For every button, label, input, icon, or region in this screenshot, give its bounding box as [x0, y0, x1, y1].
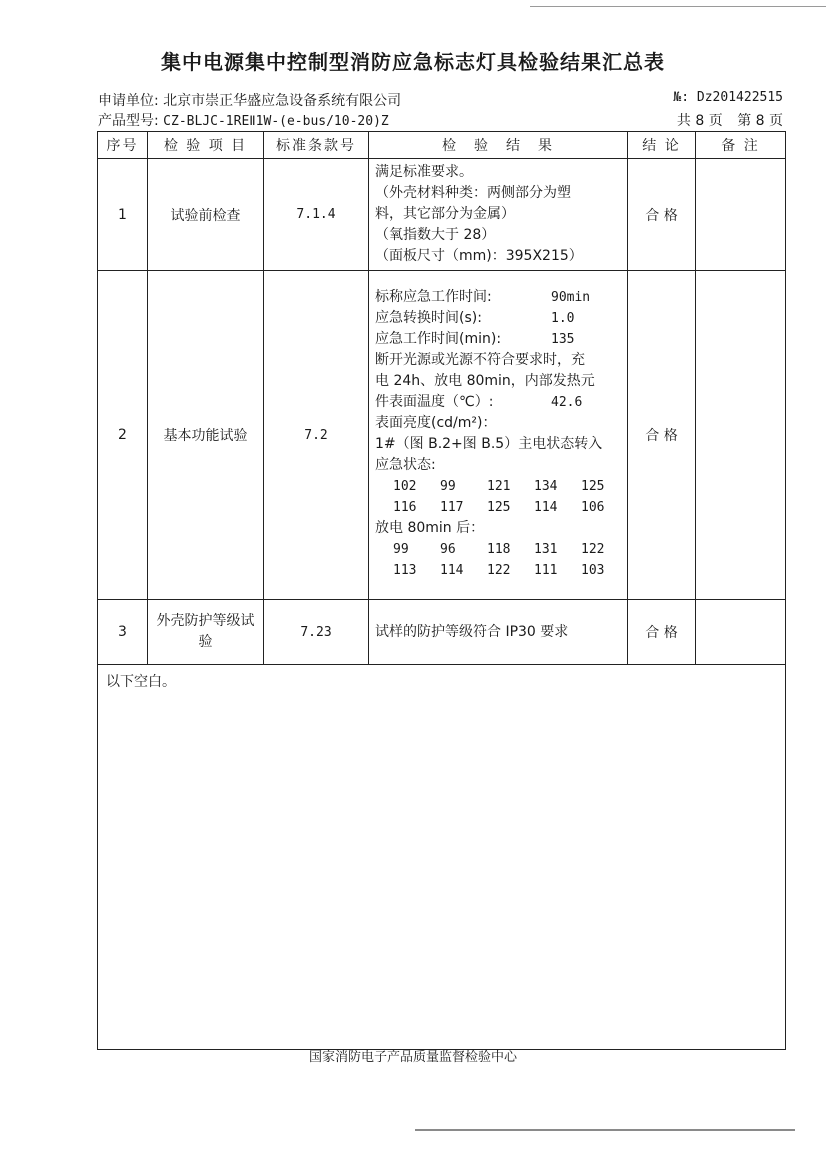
- header-verdict: 结 论: [628, 132, 696, 159]
- row-clause: 7.1.4: [264, 159, 369, 271]
- model-label: 产品型号:: [98, 113, 159, 129]
- result-line: 应急状态:: [375, 457, 436, 473]
- result-line: （外壳材料种类：两侧部分为塑: [375, 185, 571, 201]
- scan-edge-line-top: [530, 6, 826, 7]
- result-line: 1#（图 B.2+图 B.5）主电状态转入: [375, 436, 603, 452]
- page-indicator: [667, 110, 783, 130]
- header-item: 检 验 项 目: [148, 132, 264, 159]
- row-no: 3: [98, 600, 148, 665]
- row-clause: 7.2: [264, 271, 369, 600]
- row-remark: [696, 159, 786, 271]
- row-no: 2: [98, 271, 148, 600]
- model-line: [98, 110, 389, 130]
- row-verdict: 合 格: [628, 159, 696, 271]
- kv-line: 件表面温度（℃）: 42.6: [375, 394, 583, 410]
- row-verdict: 合 格: [628, 600, 696, 665]
- luminance-values-emergency: 102 99 121 134 125 116 117 125 114 106: [393, 479, 605, 515]
- page-total: 共 8 页: [676, 113, 723, 129]
- table-header-row: [98, 132, 786, 159]
- applicant-line: [98, 90, 401, 110]
- page-current: 第 8 页: [737, 113, 783, 129]
- applicant-value: 北京市崇正华盛应急设备系统有限公司: [163, 93, 402, 109]
- header-remark: 备 注: [696, 132, 786, 159]
- table-row: [98, 271, 786, 600]
- result-line: 放电 80min 后：: [375, 520, 485, 536]
- blank-note: 以下空白。: [98, 665, 786, 1050]
- kv-line: 应急工作时间(min): 135: [375, 331, 575, 347]
- applicant-label: 申请单位:: [98, 93, 159, 109]
- row-item: 基本功能试验: [148, 271, 264, 600]
- row-result: [369, 271, 628, 600]
- result-line: 表面亮度(cd/m²)：: [375, 415, 497, 431]
- result-line: 料，其它部分为金属）: [375, 206, 515, 222]
- scan-edge-line-bottom: [415, 1129, 795, 1131]
- row-result: [369, 159, 628, 271]
- kv-line: 标称应急工作时间: 90min: [375, 289, 591, 305]
- blank-row: [98, 665, 786, 1050]
- model-value: CZ-BLJC-1REⅡ1W-(e-bus/10-20)Z: [163, 114, 389, 129]
- row-remark: [696, 600, 786, 665]
- result-line: 满足标准要求。: [375, 164, 473, 180]
- row-clause: 7.23: [264, 600, 369, 665]
- result-line: （面板尺寸（mm)：395X215）: [375, 248, 583, 264]
- row-item: 外壳防护等级试验: [148, 600, 264, 665]
- row-no: 1: [98, 159, 148, 271]
- luminance-values-after-discharge: 99 96 118 131 122 113 114 122 111 103: [393, 542, 605, 578]
- row-verdict: 合 格: [628, 271, 696, 600]
- row-remark: [696, 271, 786, 600]
- document-title: 集中电源集中控制型消防应急标志灯具检验结果汇总表: [161, 50, 665, 74]
- results-table: [97, 131, 786, 1050]
- table-row: [98, 600, 786, 665]
- result-line: 断开光源或光源不符合要求时，充: [375, 352, 585, 368]
- kv-line: 应急转换时间(s): 1.0: [375, 310, 575, 326]
- table-row: [98, 159, 786, 271]
- row-result: 试样的防护等级符合 IP30 要求: [369, 600, 628, 665]
- result-line: 电 24h、放电 80min，内部发热元: [375, 373, 595, 389]
- header-result: 检 验 结 果: [369, 132, 628, 159]
- header-clause: 标准条款号: [264, 132, 369, 159]
- document-number: №: Dz201422515: [673, 90, 783, 105]
- row-item: 试验前检查: [148, 159, 264, 271]
- header-no: 序号: [98, 132, 148, 159]
- result-line: （氧指数大于 28）: [375, 227, 496, 243]
- issuing-organization: 国家消防电子产品质量监督检验中心: [308, 1050, 517, 1065]
